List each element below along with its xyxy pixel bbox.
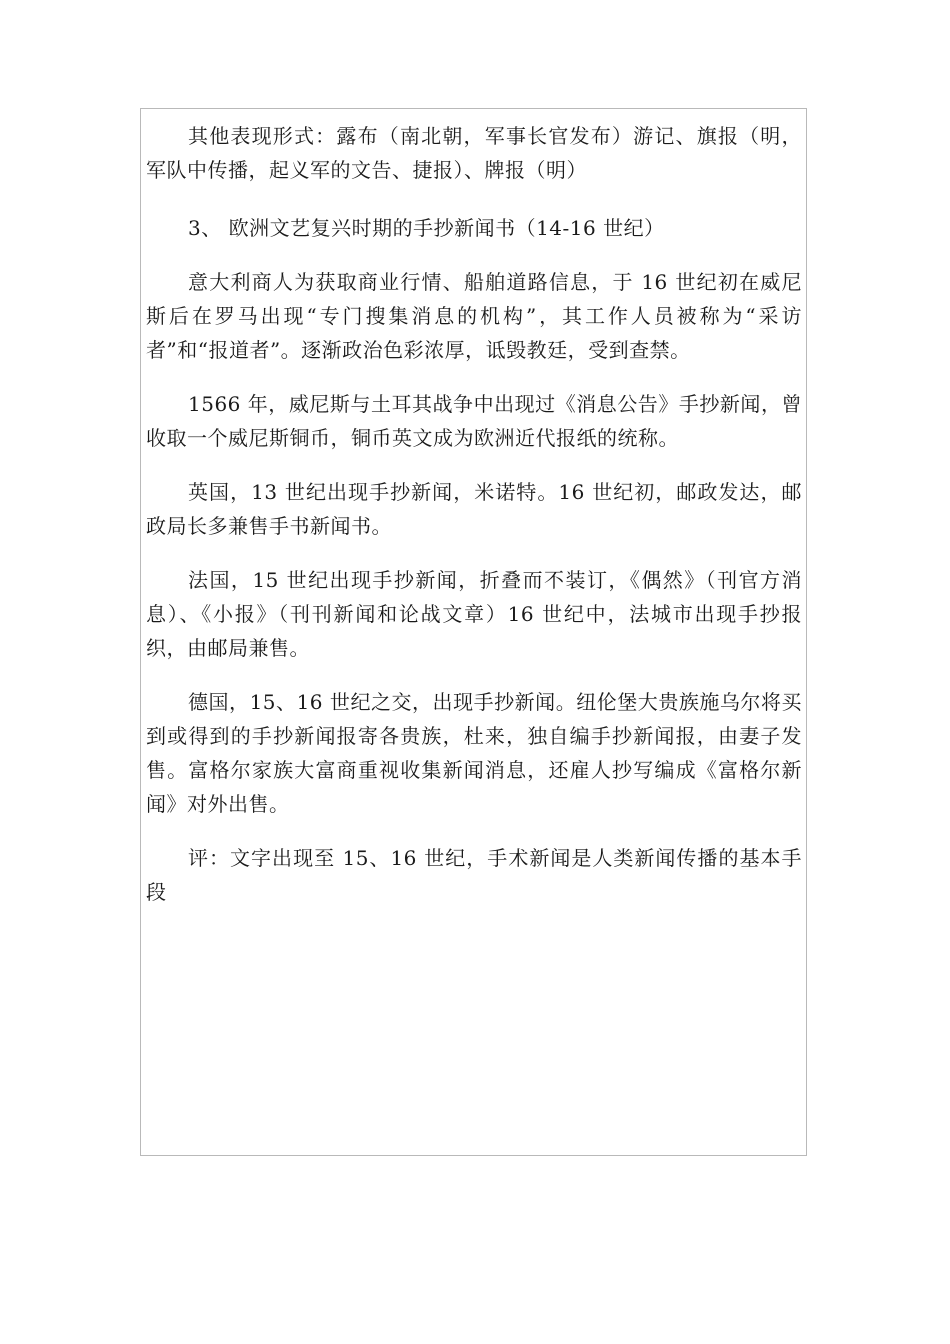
paragraph-comment: 评：文字出现至 15、16 世纪，手术新闻是人类新闻传播的基本手段 [146,846,802,904]
paragraph-england: 英国，13 世纪出现手抄新闻，米诺特。16 世纪初，邮政发达，邮政局长多兼售手书新闻书。 [146,480,802,538]
paragraph-venice-1566: 1566 年，威尼斯与土耳其战争中出现过《消息公告》手抄新闻，曾收取一个威尼斯铜币，铜币英文成为欧洲近代报纸的统称。 [146,392,802,450]
paragraph-germany: 德国，15、16 世纪之交，出现手抄新闻。纽伦堡大贵族施乌尔将买到或得到的手抄新闻报寄各贵族，杜来，独自编手抄新闻报，由妻子发售。富格尔家族大富商重视收集新闻消息，还雇人抄写编成《富格尔新闻》对外出售。 [146,690,802,816]
document-table-cell [140,108,807,1156]
paragraph-italy: 意大利商人为获取商业行情、船舶道路信息，于 16 世纪初在威尼斯后在罗马出现“专门搜集消息的机构”，其工作人员被称为“采访者”和“报道者”。逐渐政治色彩浓厚，诋毁教廷，受到查禁。 [146,270,802,362]
section-heading-renaissance: 3、 欧洲文艺复兴时期的手抄新闻书（14-16 世纪） [188,216,665,240]
paragraph-other-forms: 其他表现形式：露布（南北朝，军事长官发布）游记、旗报（明，军队中传播，起义军的文告、捷报）、牌报（明） [146,124,802,182]
paragraph-france: 法国，15 世纪出现手抄新闻，折叠而不装订，《偶然》（刊官方消息）、《小报》（刊刊新闻和论战文章）16 世纪中，法城市出现手抄报织，由邮局兼售。 [146,568,802,660]
